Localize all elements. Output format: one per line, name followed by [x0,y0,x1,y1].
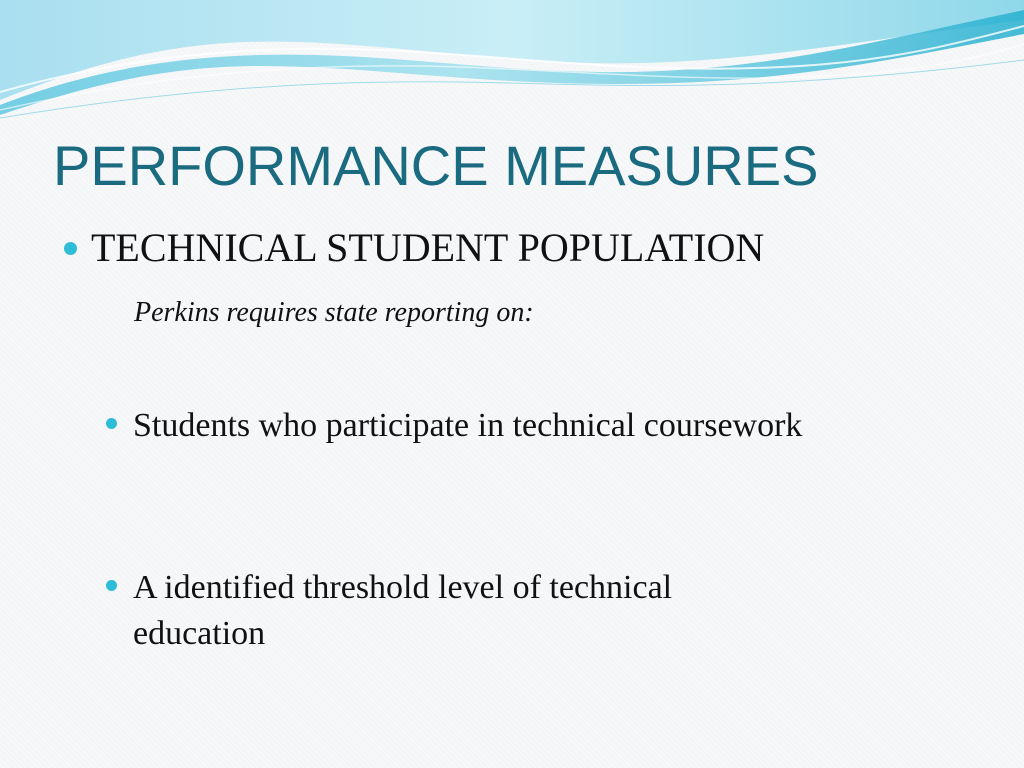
bullet-text: TECHNICAL STUDENT POPULATION [91,225,765,270]
sub-bullet-participants [106,403,806,449]
slide-title: PERFORMANCE MEASURES [53,134,819,197]
bullet-dot-icon [106,418,117,429]
sub-bullet-text: Students who participate in technical coursework [133,407,803,444]
bullet-technical-student-population [64,222,764,274]
bullet-dot-icon [64,242,77,255]
bullet-subtitle: Perkins requires state reporting on: [134,297,534,328]
sub-bullet-threshold [106,565,806,657]
sub-bullet-text: A identified threshold level of technical education [133,569,673,652]
bullet-dot-icon [106,580,117,591]
wave-header-decoration [0,0,1024,130]
